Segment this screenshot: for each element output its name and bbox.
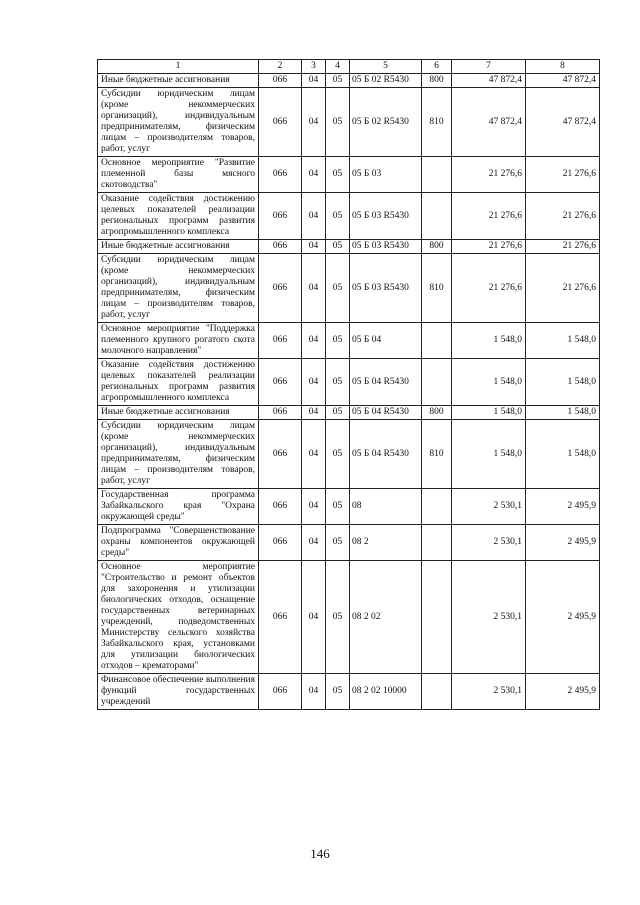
target-article-cell: 05 Б 04 R5430 [350,420,422,489]
ministry-code-cell: 066 [259,489,302,525]
row-name-cell: Государственная программа Забайкальского края "Охрана окружающей среды" [98,489,259,525]
table-row [98,254,600,323]
section-code-cell: 04 [302,525,326,561]
target-article-cell: 05 Б 04 [350,323,422,359]
subsection-code-cell: 05 [326,525,350,561]
amount-year1-cell: 21 276,6 [452,193,526,240]
section-code-cell: 04 [302,406,326,420]
subsection-code-cell: 05 [326,254,350,323]
ministry-code-cell: 066 [259,254,302,323]
header-cell: 5 [350,60,422,74]
row-name-cell: Оказание содействия достижению целевых показателей реализации региональных программ развития агропромышленного комплекса [98,193,259,240]
ministry-code-cell: 066 [259,525,302,561]
ministry-code-cell: 066 [259,359,302,406]
subsection-code-cell: 05 [326,674,350,710]
amount-year2-cell: 47 872,4 [526,88,600,157]
amount-year2-cell: 47 872,4 [526,74,600,88]
section-code-cell: 04 [302,561,326,674]
table-row [98,561,600,674]
subsection-code-cell: 05 [326,240,350,254]
target-article-cell: 08 2 02 10000 [350,674,422,710]
expense-type-cell [422,674,452,710]
section-code-cell: 04 [302,88,326,157]
budget-table [97,59,600,710]
subsection-code-cell: 05 [326,323,350,359]
subsection-code-cell: 05 [326,157,350,193]
expense-type-cell: 810 [422,420,452,489]
amount-year1-cell: 47 872,4 [452,74,526,88]
amount-year1-cell: 2 530,1 [452,525,526,561]
amount-year1-cell: 2 530,1 [452,674,526,710]
amount-year2-cell: 2 495,9 [526,674,600,710]
subsection-code-cell: 05 [326,420,350,489]
amount-year2-cell: 2 495,9 [526,561,600,674]
target-article-cell: 05 Б 04 R5430 [350,406,422,420]
row-name-cell: Основное мероприятие "Строительство и ремонт объектов для захоронения и утилизации биологических отходов, оснащение государственных ветеринарных учреждений, подведомственных Министерству сельского хозяйства Забайкальского края, установками для утилизации биологических отходов – крематорами" [98,561,259,674]
amount-year2-cell: 2 495,9 [526,525,600,561]
amount-year2-cell: 1 548,0 [526,359,600,406]
row-name-cell: Иные бюджетные ассигнования [98,406,259,420]
table-row [98,359,600,406]
section-code-cell: 04 [302,74,326,88]
section-code-cell: 04 [302,193,326,240]
table-row [98,525,600,561]
amount-year1-cell: 1 548,0 [452,323,526,359]
page-number: 146 [310,846,330,861]
section-code-cell: 04 [302,674,326,710]
expense-type-cell [422,323,452,359]
amount-year2-cell: 1 548,0 [526,323,600,359]
ministry-code-cell: 066 [259,323,302,359]
row-name-cell: Подпрограмма "Совершенствование охраны компонентов окружающей среды" [98,525,259,561]
amount-year1-cell: 47 872,4 [452,88,526,157]
section-code-cell: 04 [302,240,326,254]
header-cell: 4 [326,60,350,74]
expense-type-cell: 800 [422,406,452,420]
expense-type-cell: 810 [422,254,452,323]
amount-year1-cell: 2 530,1 [452,489,526,525]
ministry-code-cell: 066 [259,561,302,674]
expense-type-cell [422,489,452,525]
ministry-code-cell: 066 [259,674,302,710]
table-body [98,74,600,710]
target-article-cell: 05 Б 03 R5430 [350,193,422,240]
amount-year2-cell: 1 548,0 [526,420,600,489]
row-name-cell: Субсидии юридическим лицам (кроме некоммерческих организаций), индивидуальным предпринимателям, физическим лицам – производителям товаров, работ, услуг [98,420,259,489]
ministry-code-cell: 066 [259,74,302,88]
target-article-cell: 08 2 02 [350,561,422,674]
target-article-cell: 05 Б 03 [350,157,422,193]
expense-type-cell [422,157,452,193]
header-cell: 6 [422,60,452,74]
amount-year1-cell: 21 276,6 [452,254,526,323]
header-cell: 1 [98,60,259,74]
section-code-cell: 04 [302,157,326,193]
ministry-code-cell: 066 [259,420,302,489]
section-code-cell: 04 [302,420,326,489]
expense-type-cell: 800 [422,240,452,254]
amount-year1-cell: 1 548,0 [452,359,526,406]
amount-year2-cell: 21 276,6 [526,240,600,254]
header-cell: 2 [259,60,302,74]
target-article-cell: 05 Б 02 R5430 [350,88,422,157]
row-name-cell: Иные бюджетные ассигнования [98,74,259,88]
amount-year1-cell: 21 276,6 [452,157,526,193]
expense-type-cell [422,561,452,674]
target-article-cell: 05 Б 03 R5430 [350,254,422,323]
amount-year1-cell: 2 530,1 [452,561,526,674]
table-row [98,240,600,254]
amount-year2-cell: 21 276,6 [526,157,600,193]
table-row [98,420,600,489]
table-row [98,193,600,240]
subsection-code-cell: 05 [326,359,350,406]
table-row [98,674,600,710]
subsection-code-cell: 05 [326,489,350,525]
target-article-cell: 05 Б 02 R5430 [350,74,422,88]
table-header-row [98,60,600,74]
ministry-code-cell: 066 [259,157,302,193]
expense-type-cell: 800 [422,74,452,88]
row-name-cell: Основное мероприятие "Поддержка племенного крупного рогатого скота молочного направления" [98,323,259,359]
ministry-code-cell: 066 [259,193,302,240]
ministry-code-cell: 066 [259,88,302,157]
target-article-cell: 08 [350,489,422,525]
table-row [98,74,600,88]
expense-type-cell: 810 [422,88,452,157]
table-row [98,406,600,420]
section-code-cell: 04 [302,254,326,323]
header-cell: 8 [526,60,600,74]
target-article-cell: 05 Б 03 R5430 [350,240,422,254]
row-name-cell: Оказание содействия достижению целевых показателей реализации региональных программ развития агропромышленного комплекса [98,359,259,406]
expense-type-cell [422,193,452,240]
target-article-cell: 05 Б 04 R5430 [350,359,422,406]
row-name-cell: Основное мероприятие "Развитие племенной базы мясного скотоводства" [98,157,259,193]
row-name-cell: Финансовое обеспечение выполнения функций государственных учреждений [98,674,259,710]
amount-year1-cell: 21 276,6 [452,240,526,254]
amount-year2-cell: 21 276,6 [526,193,600,240]
ministry-code-cell: 066 [259,406,302,420]
header-cell: 3 [302,60,326,74]
subsection-code-cell: 05 [326,74,350,88]
amount-year1-cell: 1 548,0 [452,406,526,420]
table-row [98,88,600,157]
table-row [98,323,600,359]
amount-year2-cell: 1 548,0 [526,406,600,420]
header-cell: 7 [452,60,526,74]
table-row [98,157,600,193]
amount-year1-cell: 1 548,0 [452,420,526,489]
subsection-code-cell: 05 [326,561,350,674]
subsection-code-cell: 05 [326,406,350,420]
row-name-cell: Субсидии юридическим лицам (кроме некоммерческих организаций), индивидуальным предпринимателям, физическим лицам – производителям товаров, работ, услуг [98,88,259,157]
amount-year2-cell: 2 495,9 [526,489,600,525]
subsection-code-cell: 05 [326,193,350,240]
expense-type-cell [422,525,452,561]
table-row [98,489,600,525]
ministry-code-cell: 066 [259,240,302,254]
row-name-cell: Субсидии юридическим лицам (кроме некоммерческих организаций), индивидуальным предпринимателям, физическим лицам – производителям товаров, работ, услуг [98,254,259,323]
subsection-code-cell: 05 [326,88,350,157]
section-code-cell: 04 [302,323,326,359]
section-code-cell: 04 [302,489,326,525]
amount-year2-cell: 21 276,6 [526,254,600,323]
row-name-cell: Иные бюджетные ассигнования [98,240,259,254]
section-code-cell: 04 [302,359,326,406]
target-article-cell: 08 2 [350,525,422,561]
expense-type-cell [422,359,452,406]
